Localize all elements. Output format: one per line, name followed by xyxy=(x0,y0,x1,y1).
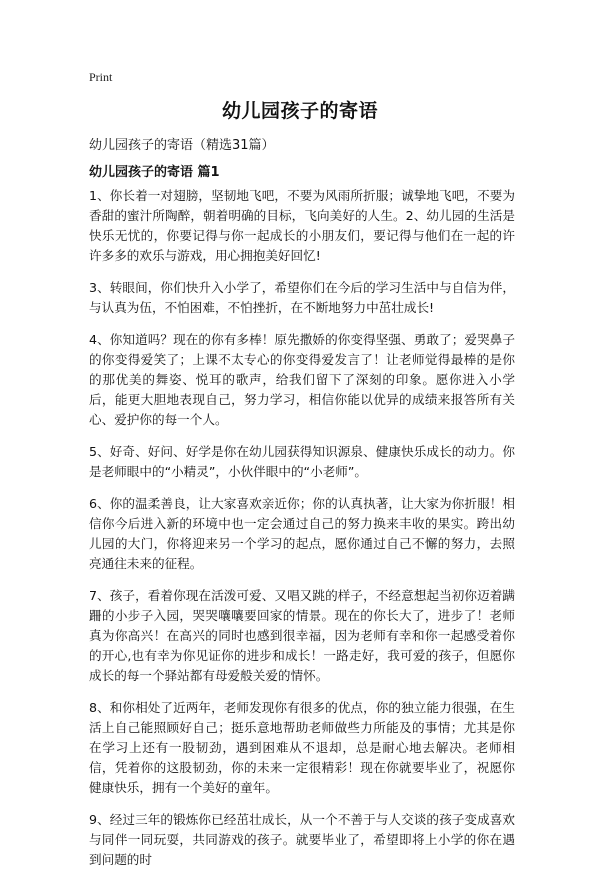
paragraph-7: 8、和你相处了近两年，老师发现你有很多的优点，你的独立能力很强，在生活上自己能照顾好自己；挺乐意地帮助老师做些力所能及的事情；尤其是你在学习上还有一股韧劲，遇到困难从不退却，总是耐心地去解决。老师相信，凭着你的这股韧劲，你的未来一定很精彩！现在你就要毕业了，祝愿你健康快乐，拥有一个美好的童年。 xyxy=(89,700,515,795)
paragraph-2: 3、转眼间，你们快升入小学了，希望你们在今后的学习生活中与自信为伴，与认真为伍，不怕困难，不怕挫折，在不断地努力中茁壮成长! xyxy=(89,280,515,315)
article-body xyxy=(89,186,515,882)
paragraph-4: 5、好奇、好问、好学是你在幼儿园获得知识源泉、健康快乐成长的动力。你是老师眼中的“小精灵”，小伙伴眼中的“小老师”。 xyxy=(89,444,515,479)
print-link[interactable]: Print xyxy=(89,70,113,84)
paragraph-6: 7、孩子，看着你现在活泼可爱、又唱又跳的样子，不经意想起当初你迈着蹒跚的小步子入园，哭哭嚷嚷要回家的情景。现在的你长大了，进步了！老师真为你高兴！在高兴的同时也感到很幸福，因为老师有幸和你一起感受着你的开心,也有幸为你见证你的进步和成长！一路走好，我可爱的孩子，但愿你成长的每一个驿站都有母爱般关爱的情怀。 xyxy=(89,588,515,683)
paragraph-8: 9、经过三年的锻炼你已经茁壮成长，从一个不善于与人交谈的孩子变成喜欢与同伴一同玩耍，共同游戏的孩子。就要毕业了，希望即将上小学的你在遇到问题的时 xyxy=(89,812,515,867)
paragraph-3: 4、你知道吗？现在的你有多棒！原先撒娇的你变得坚强、勇敢了；爱哭鼻子的你变得爱笑了；上课不太专心的你变得爱发言了！让老师觉得最棒的是你的那优美的舞姿、悦耳的歌声，给我们留下了深刻的印象。愿你进入小学后，能更大胆地表现自己，努力学习，相信你能以优异的成绩来报答所有关心、爱护你的每一个人。 xyxy=(89,332,515,427)
paragraph-5: 6、你的温柔善良，让大家喜欢亲近你；你的认真执著，让大家为你折服！相信你今后进入新的环境中也一定会通过自己的努力换来丰收的果实。跨出幼儿园的大门，你将迎来另一个学习的起点，愿你通过自己不懈的努力，去照亮通往未来的征程。 xyxy=(89,496,515,571)
document-subtitle: 幼儿园孩子的寄语（精选31篇） xyxy=(89,138,275,153)
section-heading: 幼儿园孩子的寄语 篇1 xyxy=(89,165,220,180)
page-title: 幼儿园孩子的寄语 xyxy=(221,100,378,122)
paragraph-1: 1、你长着一对翅膀，坚韧地飞吧，不要为风雨所折服；诚挚地飞吧，不要为香甜的蜜汁所陶醉，朝着明确的目标，飞向美好的人生。2、幼儿园的生活是快乐无忧的，你要记得与你一起成长的小朋友们，要记得与他们在一起的许许多多的欢乐与游戏，用心拥抱美好回忆! xyxy=(89,188,515,263)
